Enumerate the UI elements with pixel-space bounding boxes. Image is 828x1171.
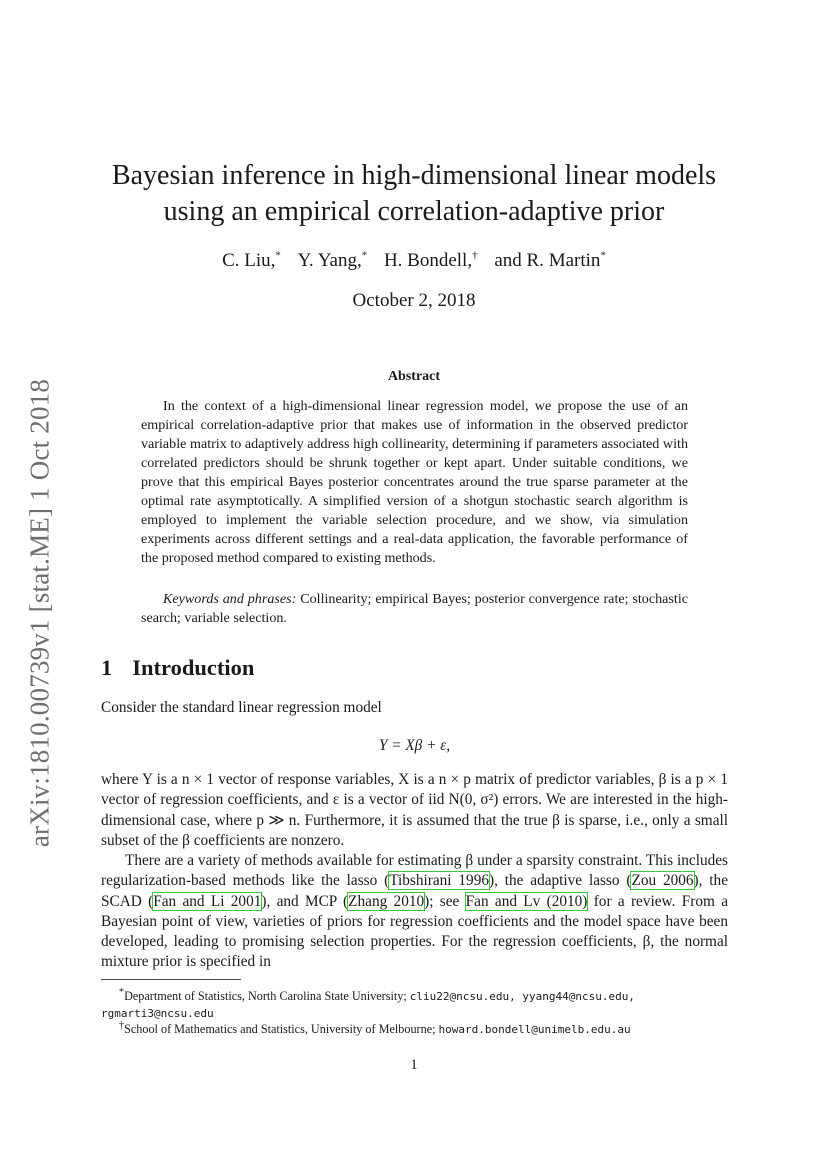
author-3	[384, 250, 478, 271]
keywords	[141, 590, 688, 628]
author-list	[60, 250, 768, 272]
author-mark: †	[472, 250, 478, 262]
citation-link-zou[interactable]: Zou 2006	[631, 872, 694, 890]
abstract-body: In the context of a high-dimensional linear regression model, we propose the use of an empirical correlation-adaptive prior that makes use of information in the observed predictor variable matrix to adaptively address high collinearity, determining if parameters associated with correlated predictors should be shrunk together or kept apart. Under suitable conditions, we prove that this empirical Bayes posterior concentrates around the true sparse parameter at the optimal rate asymptotically. A simplified version of a shotgun stochastic search algorithm is employed to implement the variable selection procedure, and we show, via simulation experiments across different settings and a real-data application, the favorable performance of the proposed method compared to existing methods.	[141, 398, 688, 566]
footnote-emails[interactable]: cliu22@ncsu.edu, yyang44@ncsu.edu, rgmarti3@ncsu.edu	[101, 990, 635, 1021]
citation-link-tibshirani[interactable]: Tibshirani 1996	[389, 872, 489, 890]
text-run: ), the adaptive lasso (	[489, 872, 632, 890]
author-name: C. Liu,	[222, 250, 276, 272]
author-mark: *	[275, 250, 281, 262]
text-run: ); see	[424, 892, 466, 910]
citation-link-fan-li[interactable]: Fan and Li 2001	[153, 892, 262, 910]
title-line-2: using an empirical correlation-adaptive prior	[163, 196, 665, 227]
section-number: 1	[101, 655, 113, 680]
author-mark: *	[600, 250, 606, 262]
footnote-text: School of Mathematics and Statistics, University of Melbourne;	[124, 1022, 439, 1037]
text-run: ), and MCP (	[261, 892, 349, 910]
text-run: ), the SCAD (	[101, 872, 728, 910]
section-heading	[101, 655, 254, 681]
intro-paragraph-1: Consider the standard linear regression model	[101, 699, 382, 716]
regression-equation: Y = Xβ + ε,	[378, 737, 451, 754]
author-name: and R. Martin	[494, 250, 601, 272]
author-name: H. Bondell,	[383, 250, 473, 272]
intro-paragraph-2: where Y is a n × 1 vector of response variables, X is a n × p matrix of predictor variables, β is a p × 1 vector of regression coefficients, and ε is a vector of iid N(0, σ²) errors. We are interested in the high-dimensional case, where p ≫ n. Furthermore, it is assumed that the true β is sparse, i.e., only a small subset of the β coefficients are nonzero.	[101, 771, 728, 849]
arxiv-stamp	[20, 368, 60, 858]
author-2	[298, 250, 368, 271]
author-mark: *	[361, 250, 368, 262]
author-name: Y. Yang,	[297, 250, 362, 272]
citation-link-fan-lv[interactable]: Fan and Lv (2010)	[465, 892, 588, 910]
keywords-label: Keywords and phrases:	[163, 591, 297, 607]
footnote-mark: *	[119, 987, 125, 998]
paper-date: October 2, 2018	[352, 290, 476, 311]
text-run: for a review. From a Bayesian point of view, varieties of priors for regression coefficients and the model space have been developed, leading to promising selection properties. For the regression coefficients, β, the normal mixture prior is specified in	[101, 892, 728, 971]
paper-title	[60, 158, 768, 230]
section-title: Introduction	[132, 655, 255, 680]
keywords-text: Collinearity; empirical Bayes; posterior convergence rate; stochastic search; variable selection.	[141, 591, 688, 626]
footnote-rule	[101, 979, 241, 980]
footnote-2	[101, 1017, 728, 1038]
footnote-text: Department of Statistics, North Carolina State University;	[124, 989, 410, 1004]
author-1	[222, 250, 281, 271]
page-number: 1	[410, 1057, 418, 1073]
arxiv-stamp-text: arXiv:1810.00739v1 [stat.ME] 1 Oct 2018	[24, 378, 55, 848]
text-run: There are a variety of methods available for estimating β under a sparsity constraint. This includes regularization-based methods like the lasso (	[101, 852, 728, 890]
footnote-email[interactable]: howard.bondell@unimelb.edu.au	[438, 1023, 631, 1037]
footnote-mark: †	[119, 1020, 125, 1031]
citation-link-zhang[interactable]: Zhang 2010	[348, 892, 425, 910]
intro-paragraph-3	[101, 851, 728, 973]
abstract-heading: Abstract	[387, 369, 441, 384]
title-line-1: Bayesian inference in high-dimensional linear models	[111, 160, 717, 191]
author-4	[494, 250, 606, 271]
